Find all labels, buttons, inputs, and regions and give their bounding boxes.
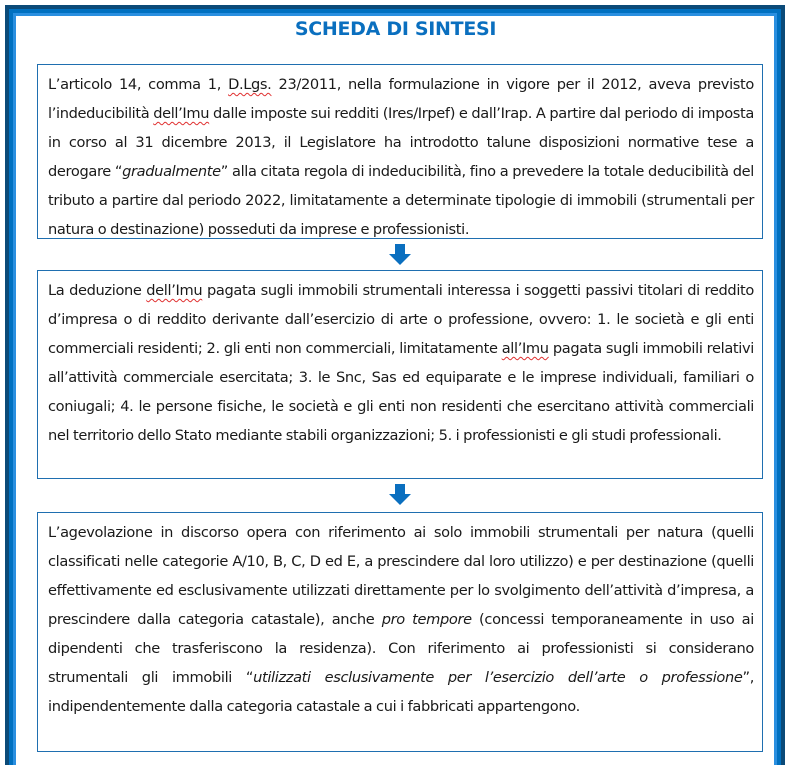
emphasis-text: utilizzati esclusivamente per l’esercizio dell’arte o professione — [253, 669, 743, 686]
text-segment: (concessi temporaneamente in uso ai dipendenti che trasferiscono la residenza). Con riferimento ai professionisti si considerano strumentali gli immobili “ — [48, 611, 754, 686]
text-segment: L’articolo 14, comma 1, — [48, 76, 229, 93]
summary-box-1 — [37, 64, 763, 239]
summary-box-2 — [37, 270, 763, 479]
text-segment: ” alla citata regola di indeducibilità, fino a prevedere la totale deducibilità del tributo a partire dal periodo 2022, limitatamente a determinate tipologie di immobili (strumentali per natura o destinazione) posseduti da imprese e professionisti. — [48, 163, 754, 238]
arrow-down-icon — [388, 484, 412, 506]
spellcheck-flagged-word: dell’Imu — [146, 282, 203, 299]
summary-text-1 — [48, 70, 754, 244]
text-segment: dalle imposte sui redditi (Ires/Irpef) e dall’Irap. A partire dal periodo di imposta in corso al 31 dicembre 2013, il Legislatore ha introdotto talune disposizioni normative tese a derogare “ — [48, 105, 754, 180]
arrow-down-icon — [388, 244, 412, 266]
text-segment: 23/2011, nella formulazione in vigore per il 2012, aveva previsto l’indeducibilità — [48, 76, 754, 122]
spellcheck-flagged-word: D.Lgs. — [228, 76, 272, 93]
spellcheck-flagged-word: dell’Imu — [153, 105, 210, 122]
emphasis-text: gradualmente — [122, 163, 221, 180]
text-segment: pagata sugli immobili strumentali interessa i soggetti passivi titolari di reddito d’impresa o di reddito derivante dall’esercizio di arte o professione, ovvero: 1. le società e gli enti commerciali residenti; 2. gli enti non commerciali, limitatamente — [48, 282, 754, 357]
text-segment: pagata sugli immobili relativi all’attività commerciale esercitata; 3. le Snc, Sas ed equiparate e le imprese individuali, familiari o coniugali; 4. le persone fisiche, le società e gli enti non residenti che esercitano attività commerciali nel territorio dello Stato mediante stabili organizzazioni; 5. i professionisti e gli studi professionali. — [48, 340, 754, 444]
summary-text-2 — [48, 276, 754, 450]
text-segment: L’agevolazione in discorso opera con riferimento ai solo immobili strumentali per natura (quelli classificati nelle categorie A/10, B, C, D ed E, a prescindere dal loro utilizzo) e per destinazione (quelli effettivamente ed esclusivamente utilizzati direttamente per lo svolgimento dell’attività d’impresa, a prescindere dalla categoria catastale), anche — [48, 524, 754, 628]
page-title: SCHEDA DI SINTESI — [294, 18, 497, 40]
summary-box-3 — [37, 512, 763, 752]
summary-text-3 — [48, 518, 754, 721]
text-segment: ”, indipendentemente dalla categoria catastale a cui i fabbricati appartengono. — [48, 669, 755, 715]
emphasis-text: pro tempore — [381, 611, 472, 628]
spellcheck-flagged-word: all’Imu — [501, 340, 549, 357]
text-segment: La deduzione — [48, 282, 147, 299]
